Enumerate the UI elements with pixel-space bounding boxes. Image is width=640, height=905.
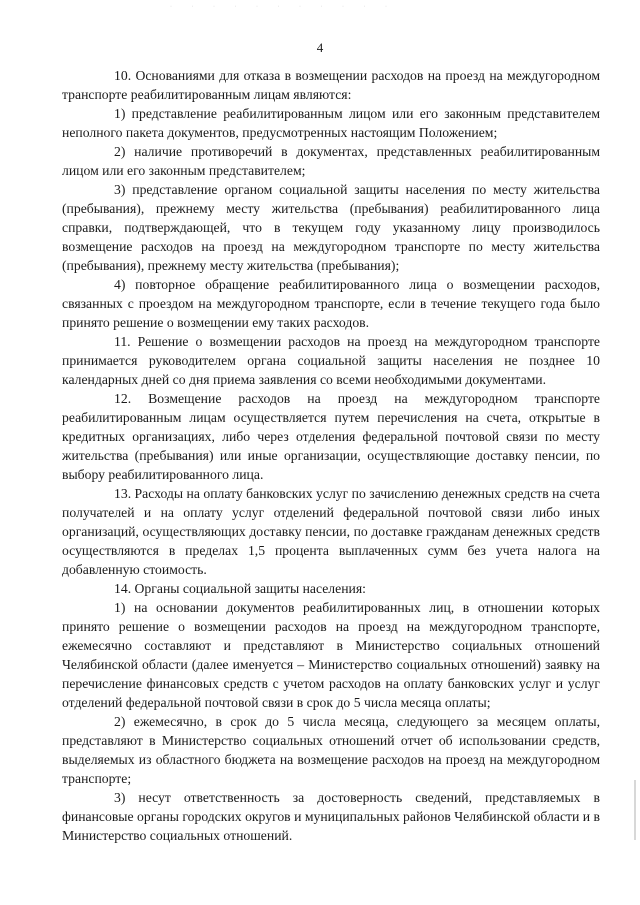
paragraph-13: 13. Расходы на оплату банковских услуг по зачислению денежных средств на счета получателей и на оплату услуг отделений федеральной почтовой связи либо иных организаций, осуществляющих доставку пенсии, по доставке гражданам денежных средств осуществляются в пределах 1,5 процента выплаченных сумм без учета налога на добавленную стоимость. xyxy=(62,486,600,577)
paragraph-10-item-2: 2) наличие противоречий в документах, представленных реабилитированным лицом или его законным представителем; xyxy=(62,144,600,178)
scan-edge-mark xyxy=(634,780,636,840)
paragraph-10-item-3: 3) представление органом социальной защиты населения по месту жительства (пребывания), прежнему месту жительства (пребывания) реабилитированного лица справки, подтверждающей, что в текущем году указанному лицу производилось возмещение расходов на проезд на междугородном транспорте по месту жительства (пребывания), прежнему месту жительства (пребывания); xyxy=(62,182,600,273)
paragraph-10-item-1: 1) представление реабилитированным лицом или его законным представителем неполного пакета документов, предусмотренных настоящим Положением; xyxy=(62,106,600,140)
paragraph-14-item-1: 1) на основании документов реабилитированных лиц, в отношении которых принято решение о возмещении расходов на проезд на междугородном транспорте, ежемесячно составляют и представляют в Министерство социальных отношений Челябинской области (далее именуется – Министерство социальных отношений) заявку на перечисление финансовых средств с учетом расходов на оплату банковских услуг и услуг отделений федеральной почтовой связи в срок до 5 числа месяца оплаты; xyxy=(62,600,600,710)
paragraph-14-item-3: 3) несут ответственность за достоверность сведений, представляемых в финансовые органы городских округов и муниципальных районов Челябинской области и в Министерство социальных отношений. xyxy=(62,790,600,843)
paragraph-10: 10. Основаниями для отказа в возмещении расходов на проезд на междугородном транспорте реабилитированным лицам являются: xyxy=(62,68,600,102)
paragraph-11: 11. Решение о возмещении расходов на проезд на междугородном транспорте принимается руководителем органа социальной защиты населения не позднее 10 календарных дней со дня приема заявления со всеми необходимыми документами. xyxy=(62,334,600,387)
paragraph-14: 14. Органы социальной защиты населения: xyxy=(114,581,366,596)
document-body xyxy=(62,66,600,845)
paragraph-10-item-4: 4) повторное обращение реабилитированного лица о возмещении расходов, связанных с проездом на междугородном транспорте, если в течение текущего года было принято решение о возмещении ему таких расходов. xyxy=(62,277,600,330)
paragraph-14-item-2: 2) ежемесячно, в срок до 5 числа месяца, следующего за месяцем оплаты, представляют в Министерство социальных отношений отчет об использовании средств, выделяемых из областного бюджета на возмещение расходов на проезд на междугородном транспорте; xyxy=(62,714,600,786)
scan-artifact: · · · · · · · · · · · xyxy=(170,4,396,8)
page-number: 4 xyxy=(316,40,324,55)
paragraph-12: 12. Возмещение расходов на проезд на междугородном транспорте реабилитированным лицам осуществляется путем перечисления на счета, открытые в кредитных организациях, либо через отделения федеральной почтовой связи по месту жительства (пребывания) или иные организации, осуществляющие доставку пенсии, по выбору реабилитированного лица. xyxy=(62,391,600,482)
